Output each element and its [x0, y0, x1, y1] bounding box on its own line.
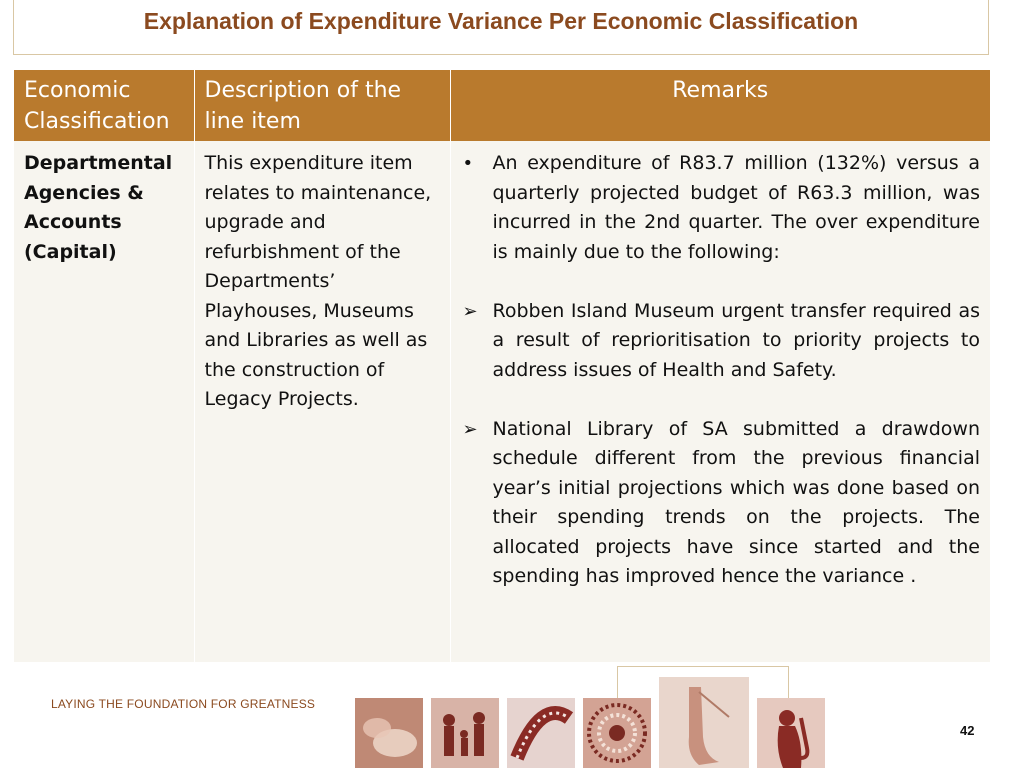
page-number: 42 — [960, 723, 975, 738]
title-box — [13, 0, 989, 55]
header-remarks: Remarks — [450, 70, 990, 141]
film-reel-image — [507, 698, 575, 768]
arrow-bullet-icon: ➢ — [462, 418, 478, 440]
remark-item — [461, 415, 981, 592]
beaded-pattern-image — [583, 698, 651, 768]
slide-title: Explanation of Expenditure Variance Per Economic Classification — [143, 8, 859, 34]
family-silhouette-image — [431, 698, 499, 768]
cell-description: This expenditure item relates to maintenance, upgrade and refurbishment of the Departments’ Playhouses, Museums and Libraries as well as the construction of Legacy Projects. — [194, 141, 450, 662]
remark-item — [461, 297, 981, 386]
cell-classification: Departmental Agencies & Accounts (Capital) — [14, 141, 194, 662]
bullet-icon: • — [462, 153, 474, 174]
header-economic-classification: Economic Classification — [14, 70, 194, 141]
table-header-row — [14, 70, 990, 141]
table-row — [14, 141, 990, 662]
ballet-shoe-image — [659, 677, 749, 768]
cell-remarks — [450, 141, 990, 662]
header-description: Description of the line item — [194, 70, 450, 141]
footer-tagline: LAYING THE FOUNDATION FOR GREATNESS — [51, 697, 316, 711]
remark-text: An expenditure of R83.7 million (132%) versus a quarterly projected budget of R63.3 million, was incurred in the 2nd quarter. The over expenditure is mainly due to the following: — [492, 152, 980, 263]
variance-table — [14, 70, 990, 662]
remark-text: Robben Island Museum urgent transfer required as a result of reprioritisation to priority projects to address issues of Health and Safety. — [492, 299, 980, 381]
saxophone-player-image — [757, 698, 825, 768]
arrow-bullet-icon: ➢ — [462, 300, 478, 322]
remark-item — [461, 149, 981, 267]
hands-braille-image — [355, 698, 423, 768]
remark-text: National Library of SA submitted a drawdown schedule different from the previous financial year’s initial projections which was done based on their spending trends on the projects. The allocated projects have since started and the spending has improved hence the variance . — [492, 417, 980, 587]
remarks-list — [461, 149, 981, 592]
